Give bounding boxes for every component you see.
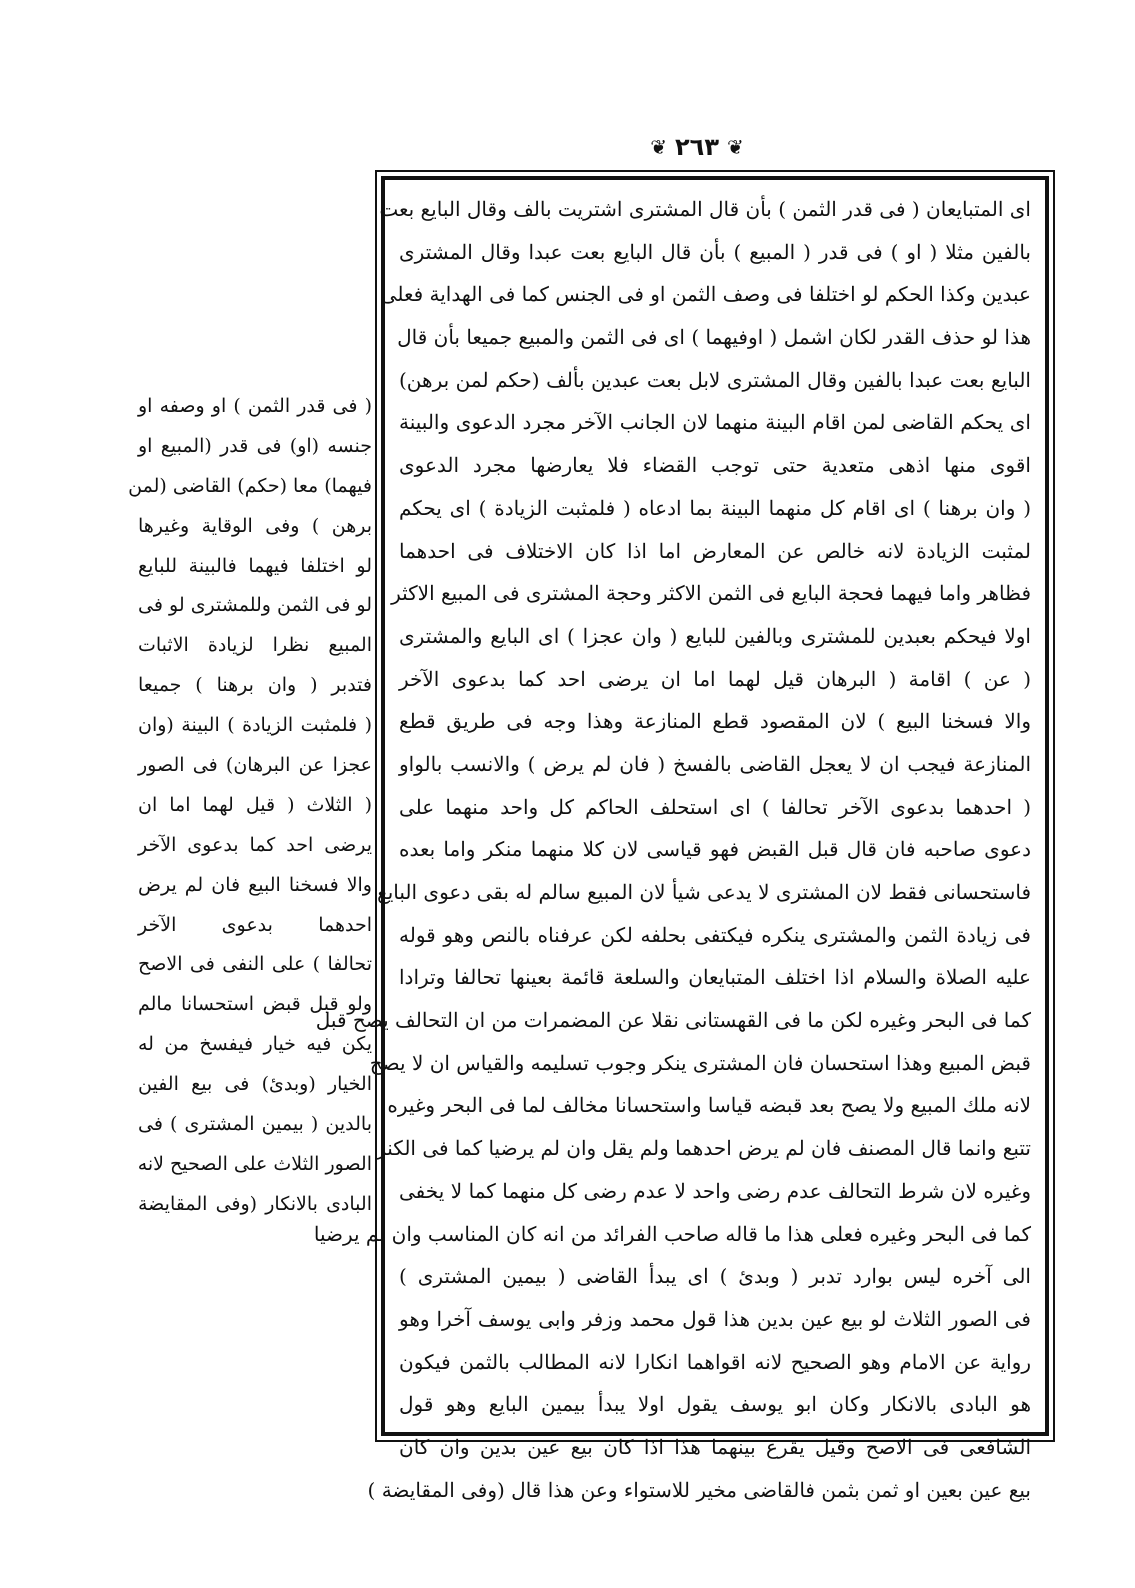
- main-text-block: [313, 176, 1049, 1502]
- flourish-right-icon: ❦: [650, 135, 668, 159]
- marginal-text-line: فتدبر ( وان برهنا ) جميعا: [138, 674, 372, 697]
- main-text-frame: [313, 170, 1055, 1502]
- page-number-header: [617, 130, 777, 164]
- marginal-text-line: بالدين ( بيمين المشترى ) فى: [138, 1113, 372, 1136]
- main-text-line: المنازعة فيجب ان لا يعجل القاضى بالفسخ ( فان لم يرض ) والانسب بالواو: [399, 751, 1031, 776]
- main-text-line: فاستحسانى فقط لان المشترى لا يدعى شيأ لان المبيع سالم له بقى دعوى البايع: [377, 880, 1031, 904]
- marginal-text-line: احدهما بدعوى الآخر: [138, 913, 372, 936]
- main-text-line: فى الصور الثلاث لو بيع عين بدين هذا قول محمد وزفر وابى يوسف آخرا وهو: [399, 1306, 1031, 1331]
- marginal-text-line: لو فى الثمن وللمشترى لو فى: [138, 594, 372, 617]
- main-text-line: لانه ملك المبيع ولا يصح بعد قبضه قياسا واستحسانا مخالف لما فى البحر وغيره: [387, 1093, 1031, 1118]
- marginal-text-line: يكن فيه خيار فيفسخ من له: [138, 1033, 372, 1056]
- main-text-line: بيع عين بعين او ثمن بثمن فالقاضى مخير للاستواء وعن هذا قال (وفى المقايضة ): [367, 1477, 1031, 1502]
- main-text-line: فظاهر واما فيهما فحجة البايع فى الثمن الاكثر وحجة المشترى فى المبيع الاكثر: [391, 581, 1031, 606]
- main-text-line: ( احدهما بدعوى الآخر تحالفا ) اى استحلف الحاكم كل واحد منهما على: [399, 794, 1031, 819]
- main-text-line: ( وان برهنا ) اى اقام كل منهما البينة بما ادعاه ( فلمثبت الزيادة ) اى يحكم: [399, 495, 1031, 520]
- main-text-line: هو البادى بالانكار وكان ابو يوسف يقول اولا يبدأ بيمين البايع وهو قول: [399, 1392, 1031, 1417]
- main-text-line: الشافعى فى الاصح وقيل يقرع بينهما هذا اذا كان بيع عين بدين وان كان: [399, 1434, 1031, 1459]
- marginal-text-line: جنسه (او) فى قدر (المبيع او: [138, 434, 372, 457]
- main-text-line: رواية عن الامام وهو الصحيح لانه اقواهما انكارا لانه المطالب بالثمن فيكون: [399, 1349, 1031, 1374]
- marginal-text-line: ولو قبل قبض استحسانا مالم: [138, 993, 372, 1016]
- marginal-text-line: ( فلمثبت الزيادة ) البينة (وان: [138, 714, 372, 737]
- main-text-line: البايع بعت عبدا بالفين وقال المشترى لابل بعت عبدين بألف (حكم لمن برهن): [399, 367, 1031, 392]
- main-text-line: قبض المبيع وهذا استحسان فان المشترى ينكر وجوب تسليمه والقياس ان لا يصح: [369, 1050, 1031, 1075]
- main-text-line: عليه الصلاة والسلام اذا اختلف المتبايعان والسلعة قائمة بعينها تحالفا وترادا: [399, 965, 1031, 990]
- marginal-text-line: ( فى قدر الثمن ) او وصفه او: [138, 395, 372, 417]
- marginal-text-line: الخيار (وبدئ) فى بيع الفين: [138, 1073, 372, 1096]
- marginal-text-line: البادى بالانكار (وفى المقايضة: [138, 1192, 372, 1215]
- main-text-line: اى يحكم القاضى لمن اقام البينة منهما لان الجانب الآخر مجرد الدعوى والبينة: [399, 410, 1031, 435]
- main-text-line: هذا لو حذف القدر لكان اشمل ( اوفيهما ) اى فى الثمن والمبيع جميعا بأن قال: [397, 325, 1031, 350]
- main-text-line: والا فسخنا البيع ) لان المقصود قطع المنازعة وهذا وجه فى طريق قطع: [399, 709, 1031, 734]
- main-text-line: كما فى البحر وغيره لكن ما فى القهستانى نقلا عن المضمرات من ان التحالف يصح قبل: [315, 1008, 1031, 1033]
- page-number: ٢٦٣: [675, 133, 719, 161]
- main-text-line: عبدين وكذا الحكم لو اختلفا فى وصف الثمن او فى الجنس كما فى الهداية فعلى: [380, 282, 1031, 307]
- marginal-text-line: تحالفا ) على النفى فى الاصح: [138, 953, 372, 976]
- flourish-left-icon: ❦: [726, 135, 744, 159]
- main-text-line: بالفين مثلا ( او ) فى قدر ( المبيع ) بأن قال البايع بعت عبدا وقال المشترى: [399, 239, 1031, 264]
- marginal-text-line: برهن ) وفى الوقاية وغيرها: [138, 514, 372, 537]
- main-text-line: كما فى البحر وغيره فعلى هذا ما قاله صاحب الفرائد من انه كان المناسب وان لم يرضيا: [313, 1221, 1031, 1246]
- main-text-line: الى آخره ليس بوارد تدبر ( وبدئ ) اى يبدأ القاضى ( بيمين المشترى ): [399, 1264, 1031, 1289]
- main-text-line: دعوى صاحبه فان قال قبل القبض فهو قياسى لان كلا منهما منكر واما بعده: [399, 837, 1031, 862]
- marginal-text-line: لو اختلفا فيهما فالبينة للبايع: [138, 554, 372, 577]
- marginal-text-line: والا فسخنا البيع فان لم يرض: [138, 873, 372, 896]
- main-text-line: تتبع وانما قال المصنف فان لم يرض احدهما ولم يقل وان لم يرضيا كما فى الكنز: [376, 1136, 1031, 1161]
- main-text-line: وغيره لان شرط التحالف عدم رضى واحد لا عدم رضى كل منهما كما لا يخفى: [399, 1178, 1031, 1203]
- main-text-line: اقوى منها اذهى متعدية حتى توجب القضاء فلا يعارضها مجرد الدعوى: [399, 453, 1031, 478]
- main-text-line: اولا فيحكم بعبدين للمشترى وبالفين للبايع ( وان عجزا ) اى البايع والمشترى: [399, 623, 1031, 648]
- marginal-text-line: الصور الثلاث على الصحيح لانه: [137, 1152, 372, 1175]
- marginal-text-line: المبيع نظرا لزيادة الاثبات: [138, 634, 372, 657]
- marginal-text-column: [128, 387, 372, 1217]
- main-text-line: فى زيادة الثمن والمشترى ينكره فيكتفى بحلفه لكن عرفناه بالنص وهو قوله: [399, 922, 1031, 947]
- main-text-line: لمثبت الزيادة لانه خالص عن المعارض اما اذا كان الاختلاف فى احدهما: [399, 538, 1031, 563]
- marginal-text-line: ( الثلاث ( قيل لهما اما ان: [138, 793, 372, 816]
- main-text-line: ( عن ) اقامة ( البرهان قيل لهما اما ان يرضى احد كما بدعوى الآخر: [399, 666, 1031, 691]
- main-text-line: اى المتبايعان ( فى قدر الثمن ) بأن قال المشترى اشتريت بالف وقال البايع بعت: [379, 197, 1031, 221]
- marginal-text-line: فيهما) معا (حكم) القاضى (لمن: [128, 474, 372, 497]
- marginal-text-line: يرضى احد كما بدعوى الآخر: [138, 833, 372, 856]
- marginal-text-line: عجزا عن البرهان) فى الصور: [138, 754, 372, 777]
